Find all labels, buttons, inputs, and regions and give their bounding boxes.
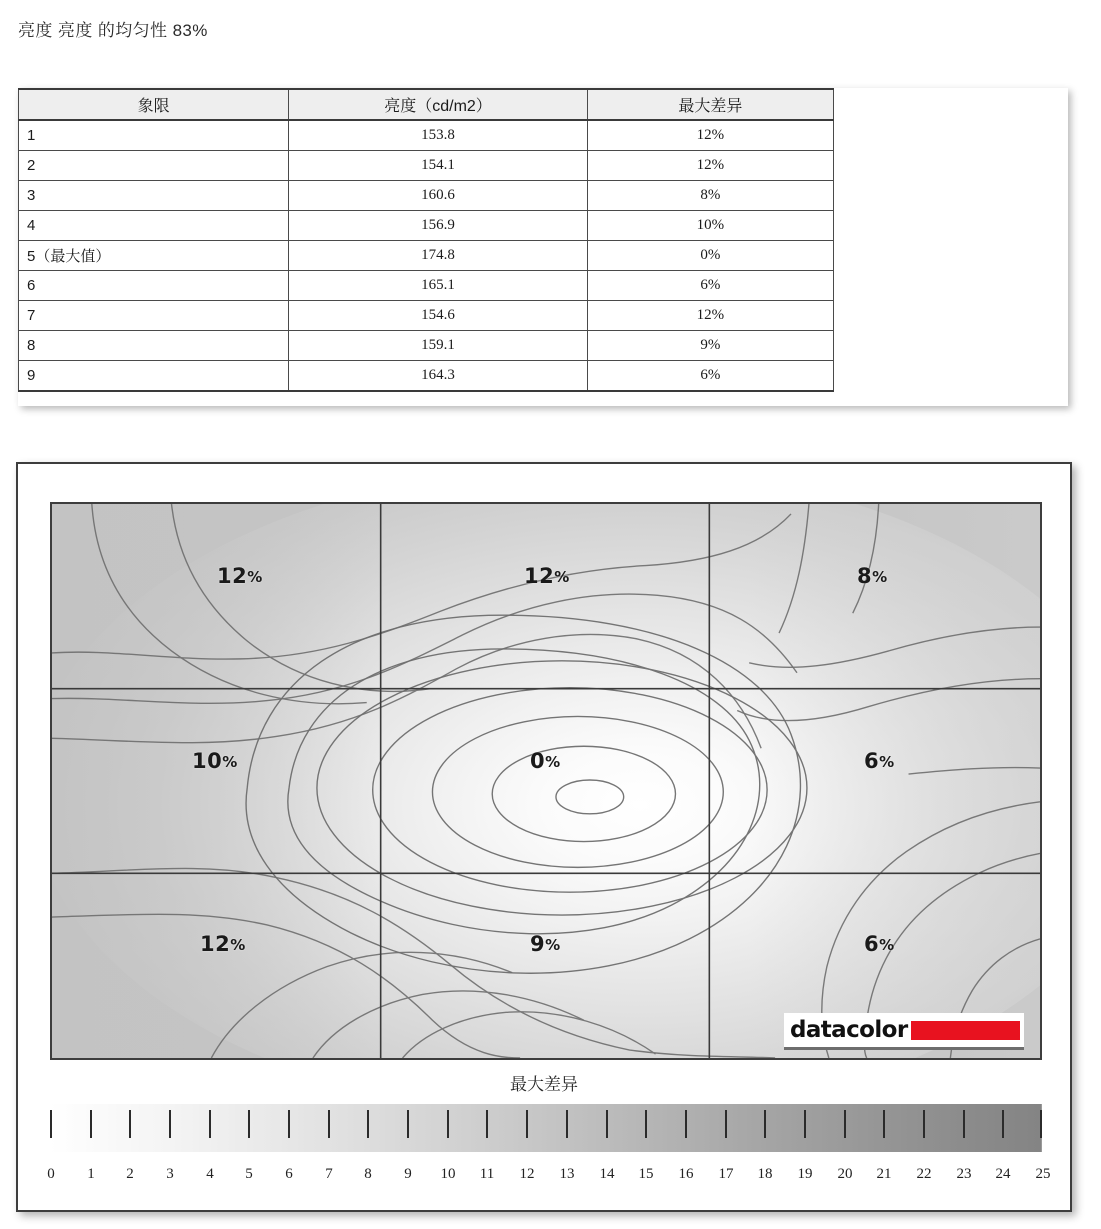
cell-deviation: 12%: [587, 151, 833, 181]
cell-luminance: 164.3: [289, 361, 587, 392]
colorbar-title: 最大差异: [510, 1075, 578, 1094]
colorbar-tick: [1002, 1110, 1004, 1138]
map-label-q3: 8%: [857, 564, 888, 588]
colorbar-tick: [407, 1110, 409, 1138]
luminance-table: [18, 88, 834, 392]
table-row: [19, 211, 834, 241]
colorbar-tick: [606, 1110, 608, 1138]
cell-luminance: 153.8: [289, 120, 587, 151]
colorbar: [50, 1104, 1042, 1152]
table-row: [19, 301, 834, 331]
table-row: [19, 181, 834, 211]
cell-quadrant: 9: [19, 361, 289, 392]
cell-quadrant: 7: [19, 301, 289, 331]
colorbar-tick: [486, 1110, 488, 1138]
colorbar-tick-label: 10: [440, 1166, 456, 1182]
colorbar-tick-label: 13: [559, 1166, 575, 1182]
colorbar-tick-label: 19: [797, 1166, 813, 1182]
table-row: [19, 120, 834, 151]
cell-quadrant: 8: [19, 331, 289, 361]
cell-quadrant: 2: [19, 151, 289, 181]
cell-deviation: 0%: [587, 241, 833, 271]
colorbar-tick: [963, 1110, 965, 1138]
colorbar-tick: [844, 1110, 846, 1138]
colorbar-tick: [209, 1110, 211, 1138]
colorbar-tick-label: 24: [995, 1166, 1011, 1182]
map-label-q2: 12%: [524, 564, 570, 588]
cell-luminance: 174.8: [289, 241, 587, 271]
map-label-q4: 10%: [192, 749, 238, 773]
colorbar-tick: [764, 1110, 766, 1138]
colorbar-tick-label: 0: [47, 1166, 55, 1182]
colorbar-tick-label: 7: [325, 1166, 333, 1182]
column-header-luminance: 亮度（cd/m2）: [289, 89, 587, 120]
colorbar-tick-label: 3: [166, 1166, 174, 1182]
cell-luminance: 160.6: [289, 181, 587, 211]
map-label-q7: 12%: [200, 932, 246, 956]
cell-deviation: 6%: [587, 271, 833, 301]
colorbar-tick-label: 6: [285, 1166, 293, 1182]
table-header-row: [19, 89, 834, 120]
cell-deviation: 12%: [587, 301, 833, 331]
colorbar-tick-label: 23: [956, 1166, 972, 1182]
map-label-q6: 6%: [864, 749, 895, 773]
datacolor-logo-bar: [911, 1021, 1020, 1040]
colorbar-tick: [566, 1110, 568, 1138]
page-title: 亮度 亮度 的均匀性 83%: [18, 21, 208, 40]
colorbar-tick: [804, 1110, 806, 1138]
colorbar-tick: [50, 1110, 52, 1138]
colorbar-tick: [685, 1110, 687, 1138]
map-label-q9: 6%: [864, 932, 895, 956]
colorbar-tick: [725, 1110, 727, 1138]
cell-quadrant: 1: [19, 120, 289, 151]
table-row: [19, 151, 834, 181]
colorbar-tick-label: 15: [638, 1166, 654, 1182]
contour-map: [50, 502, 1042, 1060]
colorbar-tick-label: 12: [519, 1166, 535, 1182]
column-header-deviation: 最大差异: [587, 89, 833, 120]
uniformity-map-card: [16, 462, 1072, 1212]
colorbar-tick-label: 1: [87, 1166, 95, 1182]
colorbar-tick-label: 17: [718, 1166, 734, 1182]
colorbar-tick-label: 8: [364, 1166, 372, 1182]
colorbar-tick-label: 16: [678, 1166, 694, 1182]
column-header-quadrant: 象限: [19, 89, 289, 120]
colorbar-tick-label: 4: [206, 1166, 214, 1182]
map-label-q5: 0%: [530, 749, 561, 773]
map-label-q1: 12%: [217, 564, 263, 588]
colorbar-tick-label: 5: [245, 1166, 253, 1182]
map-label-q8: 9%: [530, 932, 561, 956]
table-row: [19, 271, 834, 301]
colorbar-tick-label: 2: [126, 1166, 134, 1182]
colorbar-tick: [1040, 1110, 1042, 1138]
cell-quadrant: 5（最大值）: [19, 241, 289, 271]
colorbar-tick-label: 20: [837, 1166, 853, 1182]
cell-deviation: 6%: [587, 361, 833, 392]
cell-quadrant: 4: [19, 211, 289, 241]
cell-quadrant: 6: [19, 271, 289, 301]
table-row: [19, 361, 834, 392]
luminance-table-wrapper: [18, 88, 834, 392]
colorbar-tick: [367, 1110, 369, 1138]
cell-luminance: 165.1: [289, 271, 587, 301]
cell-deviation: 9%: [587, 331, 833, 361]
colorbar-tick: [248, 1110, 250, 1138]
cell-deviation: 8%: [587, 181, 833, 211]
cell-luminance: 156.9: [289, 211, 587, 241]
colorbar-tick-label: 22: [916, 1166, 932, 1182]
datacolor-logo: [784, 1013, 1024, 1050]
table-row: [19, 241, 834, 271]
cell-deviation: 12%: [587, 120, 833, 151]
colorbar-tick-label: 18: [757, 1166, 773, 1182]
colorbar-tick-label: 25: [1035, 1166, 1051, 1182]
cell-luminance: 154.1: [289, 151, 587, 181]
colorbar-tick-label: 14: [599, 1166, 615, 1182]
colorbar-tick: [883, 1110, 885, 1138]
colorbar-tick: [328, 1110, 330, 1138]
colorbar-tick-label: 11: [479, 1166, 495, 1182]
colorbar-tick-label: 21: [876, 1166, 892, 1182]
cell-luminance: 154.6: [289, 301, 587, 331]
colorbar-tick: [129, 1110, 131, 1138]
datacolor-logo-text: datacolor: [790, 1017, 908, 1043]
colorbar-tick: [645, 1110, 647, 1138]
colorbar-tick-label: 9: [404, 1166, 412, 1182]
colorbar-tick: [526, 1110, 528, 1138]
colorbar-tick: [90, 1110, 92, 1138]
cell-luminance: 159.1: [289, 331, 587, 361]
colorbar-tick: [169, 1110, 171, 1138]
table-body: [19, 120, 834, 391]
colorbar-tick: [288, 1110, 290, 1138]
colorbar-tick: [923, 1110, 925, 1138]
table-row: [19, 331, 834, 361]
colorbar-tick: [447, 1110, 449, 1138]
cell-deviation: 10%: [587, 211, 833, 241]
cell-quadrant: 3: [19, 181, 289, 211]
